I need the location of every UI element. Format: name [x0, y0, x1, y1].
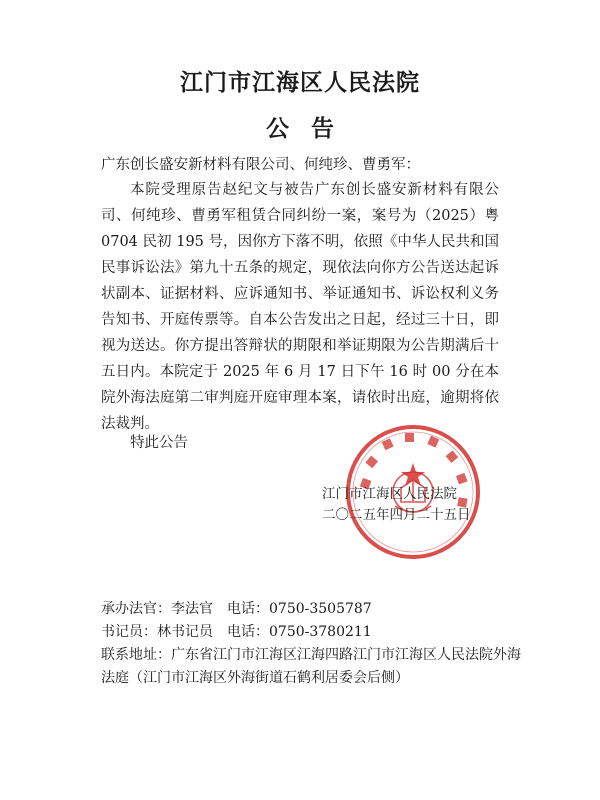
signature-date: 二〇二五年四月二十五日	[322, 507, 471, 523]
clerk-name: 林书记员	[157, 624, 213, 640]
clerk-contact	[101, 621, 521, 644]
judge-phone: 0750-3505787	[269, 601, 372, 617]
court-title: 江门市江海区人民法院	[180, 69, 420, 96]
judge-phone-label: 电话：	[227, 601, 269, 617]
clerk-label: 书记员：	[101, 624, 157, 640]
document-title: 公告	[266, 115, 356, 142]
closing-line: 特此公告	[130, 435, 188, 451]
contact-block	[101, 598, 521, 690]
judge-label: 承办法官：	[101, 601, 171, 617]
address-contact	[101, 644, 521, 690]
addressee: 广东创长盛安新材料有限公司、何纯珍、曹勇军：	[101, 157, 420, 173]
clerk-phone: 0750-3780211	[269, 624, 372, 640]
address-value: 广东省江门市江海区江海四路江门市江海区人民法院外海法庭（江门市江海区外海街道石鹤利居委会后侧）	[101, 647, 521, 686]
judge-name: 李法官	[171, 601, 213, 617]
notice-body: 本院受理原告赵纪文与被告广东创长盛安新材料有限公司、何纯珍、曹勇军租赁合同纠纷一案，案号为（2025）粤 0704 民初 195 号，因你方下落不明，依照《中华人民共和国民事诉讼法》第九十五条的规定，现依法向你方公告送达起诉状副本、证据材料、应诉通知书、举证通知书、诉讼权利义务告知书、开庭传票等。自本公告发出之日起，经过三十日，即视为送达。你方提出答辩状的期限和举证期限为公告期满后十五日内。本院定于 2025 年 6 月 17 日下午 16 时 00 分在本院外海法庭第二审判庭开庭审理本案，请依时出庭，逾期将依法裁判。	[101, 182, 499, 432]
signature-court: 江门市江海区人民法院	[322, 486, 457, 502]
judge-contact	[101, 598, 521, 621]
address-label: 联系地址：	[101, 647, 171, 663]
clerk-phone-label: 电话：	[227, 624, 269, 640]
